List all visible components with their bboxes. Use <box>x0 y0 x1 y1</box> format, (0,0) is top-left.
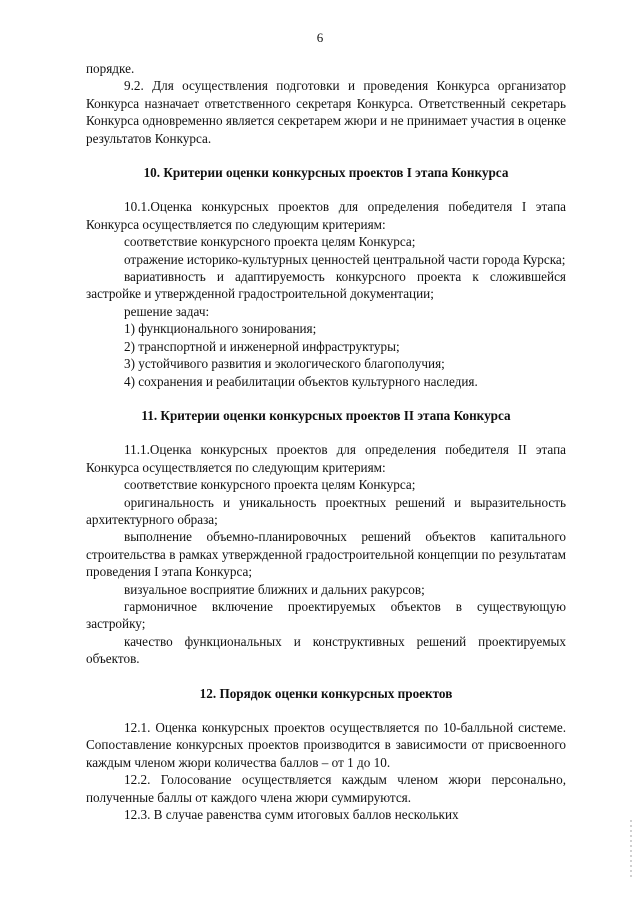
paragraph: гармоничное включение проектируемых объектов в существующую застройку; <box>86 598 566 632</box>
paragraph: решение задач: <box>124 303 210 319</box>
paragraph: вариативность и адаптируемость конкурсного проекта к сложившейся застройке и утвержденной градостроительной документации; <box>86 269 566 302</box>
scan-artifact <box>630 820 632 880</box>
section-heading: 10. Критерии оценки конкурсных проектов I этапа Конкурса <box>143 165 509 181</box>
paragraph: 2) транспортной и инженерной инфраструктуры; <box>124 338 400 354</box>
paragraph: выполнение объемно-планировочных решений объектов капитального строительства в рамках утвержденной градостроительной концепции по результатам проведения I этапа Конкурса; <box>86 529 566 580</box>
paragraph: 12.1. Оценка конкурсных проектов осуществляется по 10-балльной системе. Сопоставление конкурсных проектов производится в зависимости от присвоенного каждым членом жюри количества баллов – от 1 до 10. <box>86 720 566 770</box>
paragraph: порядке. <box>86 61 135 76</box>
document-body <box>86 60 566 823</box>
section-heading: 11. Критерии оценки конкурсных проектов II этапа Конкурса <box>141 407 511 423</box>
paragraph: 12.2. Голосование осуществляется каждым членом жюри персонально, полученные баллы от каждого члена жюри суммируются. <box>86 772 566 805</box>
paragraph: оригинальность и уникальность проектных решений и выразительность архитектурного образа; <box>86 494 566 527</box>
paragraph: отражение историко-культурных ценностей центральной части города Курска; <box>124 251 566 267</box>
paragraph: 4) сохранения и реабилитации объектов культурного наследия. <box>124 373 478 389</box>
paragraph: 9.2. Для осуществления подготовки и проведения Конкурса организатор Конкурса назначает ответственного секретаря Конкурса. Ответственный секретарь Конкурса одновременно является секретарем жюри и не принимает участия в оценке результатов Конкурса. <box>86 78 566 146</box>
paragraph: качество функциональных и конструктивных решений проектируемых объектов. <box>86 633 566 667</box>
paragraph: соответствие конкурсного проекта целям Конкурса; <box>124 477 416 493</box>
section-heading: 12. Порядок оценки конкурсных проектов <box>199 685 453 701</box>
paragraph: 12.3. В случае равенства сумм итоговых баллов нескольких <box>124 807 459 823</box>
paragraph: 10.1.Оценка конкурсных проектов для определения победителя I этапа Конкурса осуществляется по следующим критериям: <box>86 199 566 232</box>
paragraph: соответствие конкурсного проекта целям Конкурса; <box>124 234 416 250</box>
page-number: 6 <box>316 30 324 45</box>
paragraph: 11.1.Оценка конкурсных проектов для определения победителя II этапа Конкурса осуществляется по следующим критериям: <box>86 442 566 475</box>
paragraph: визуальное восприятие ближних и дальних ракурсов; <box>124 581 425 597</box>
paragraph: 3) устойчивого развития и экологического благополучия; <box>124 356 445 372</box>
paragraph: 1) функционального зонирования; <box>124 321 317 337</box>
